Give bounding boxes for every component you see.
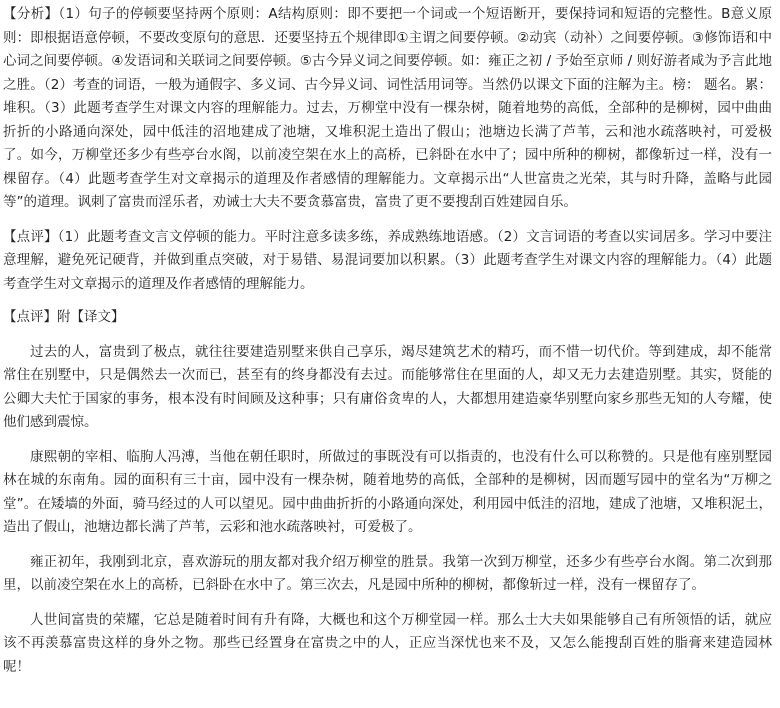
comment-section: 【点评】（1）此题考查文言文停顿的能力。平时注意多读多练，养成熟练地语感。（2）文言词语的考查以实词居多。学习中要注意理解，避免死记硬背，并做到重点突破，对于易错、易混词要加以积累。（3）此题考查学生对课文内容的理解能力。（4）此题考查学生对文章揭示的道理及作者感情的理解能力。 (3, 228, 772, 292)
translation-paragraph-3: 雍正初年，我刚到北京，喜欢游玩的朋友都对我介绍万柳堂的胜景。我第一次到万柳堂，还多少有些亭台水阁。第二次到那里，以前凌空架在水上的高桥，已斜卧在水中了。第三次去，凡是园中所种的柳树，都像斩过一样，没有一棵留存了。 (3, 553, 772, 593)
translation-paragraph-1: 过去的人，富贵到了极点，就往往要建造别墅来供自己享乐，竭尽建筑艺术的精巧，而不惜一切代价。等到建成，却不能常常住在别墅中，只是偶然去一次而已，甚至有的终身都没有去过。而能够常住在里面的人，却又无力去建造别墅。其实，贤能的公卿大夫忙于国家的事务，根本没有时间顾及这种事；只有庸俗贪卑的人，大都想用建造豪华别墅向家乡那些无知的人夸耀，使他们感到震惊。 (3, 343, 772, 430)
paragraph-spacer (3, 435, 772, 446)
section-spacer (3, 296, 772, 306)
paragraph-spacer (3, 540, 772, 551)
analysis-section: 【分析】（1）句子的停顿要坚持两个原则：A结构原则：即不要把一个词或一个短语断开，要保持词和短语的完整性。B意义原则：即根据语意停顿，不要改变原句的意思．还要坚持五个规律即①主谓之间要停顿。②动宾（动补）之间要停顿。③修饰语和中心词之间要停顿。④发语词和关联词之间要停顿。⑤古今异义词之间要停顿。如：雍正之初 / 予始至京师 / 则好游者咸为予言此地之胜。（2）考查的词语，一般为通假字、多义词、古今异义词、词性活用词等。当然仍以课文下面的注解为主。榜： 题名。累：堆积。（3）此题考查学生对课文内容的理解能力。过去，万柳堂中没有一棵杂树，随着地势的高低，全部种的是柳树，园中曲曲折折的小路通向深处，园中低洼的沼地建成了池塘，又堆积泥土造出了假山；池塘边长满了芦苇，云和池水疏落映衬，可爱极了。如今，万柳堂还多少有些亭台水阁，以前凌空架在水上的高桥，已斜卧在水中了；园中所种的柳树，都像斩过一样，没有一棵留存。（4）此题考查学生对文章揭示的道理及作者感情的理解能力。文章揭示出“人世富贵之光荣，其与时升降，盖略与此园等”的道理。讽刺了富贵而淫乐者，劝诫士大夫不要贪慕富贵，富贵了更不要搜刮百姓建园自乐。 (3, 6, 772, 210)
section-spacer (3, 215, 772, 226)
translation-paragraph-4: 人世间富贵的荣耀，它总是随着时间有升有降，大概也和这个万柳堂园一样。那么士大夫如果能够自己有所领悟的话，就应该不再羡慕富贵这样的身外之物。那些已经置身在富贵之中的人，正应当深忧也来不及，又怎么能搜刮百姓的脂膏来建造园林呢！ (3, 611, 772, 675)
paragraph-spacer (3, 598, 772, 609)
translation-heading: 【点评】附【译文】 (3, 309, 125, 325)
paragraph-spacer (3, 330, 772, 341)
translation-paragraph-2: 康熙朝的宰相、临朐人冯溥，当他在朝任职时，所做过的事既没有可以指责的，也没有什么可以称赞的。只是他有座别墅园林在城的东南角。园的面积有三十亩，园中没有一棵杂树，随着地势的高低，全部种的是柳树，因而题写园中的堂名为“万柳之堂”。在矮墙的外面，骑马经过的人可以望见。园中曲曲折折的小路通向深处，利用园中低洼的沼地，建成了池塘，又堆积泥土，造出了假山，池塘边都长满了芦苇，云彩和池水疏落映衬，可爱极了。 (3, 448, 772, 535)
